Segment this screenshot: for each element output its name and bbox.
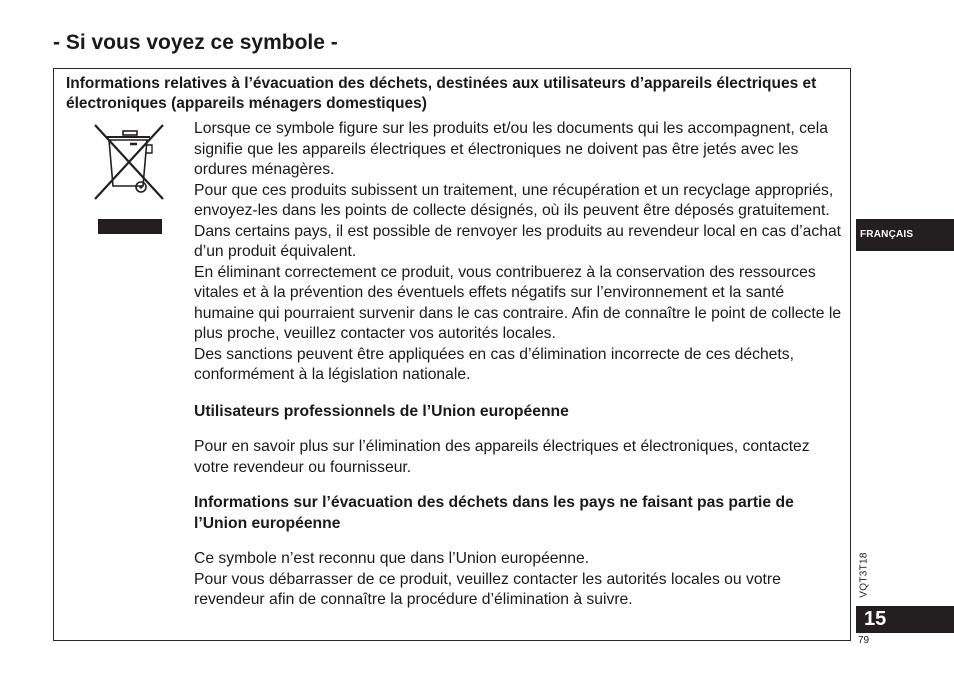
page-title: - Si vous voyez ce symbole - <box>53 31 338 54</box>
language-tab: FRANÇAIS <box>856 219 954 251</box>
disposal-notice-box <box>53 68 851 641</box>
paragraph-collection: Pour que ces produits subissent un traitement, une récupération et un recyclage appropriés, envoyez-les dans les points de collecte désignés, où ils peuvent être déposés gratuitement. Dans certains pays, il est possible de renvoyer les produits au revendeur local en cas d’achat d’un produit équivalent. <box>194 181 842 260</box>
paragraph-symbol-meaning: Lorsque ce symbole figure sur les produits et/ou les documents qui les accompagnent, cela signifie que les appareils électriques et électroniques ne doivent pas être jetés avec les ordures ménagères. <box>194 120 828 178</box>
page-number: 15 <box>856 606 954 633</box>
paragraph-environment: En éliminant correctement ce produit, vous contribuerez à la conservation des ressources vitales et à la prévention des éventuels effets négatifs sur l’environnement et la santé humaine qui pourraient survenir dans le cas contraire. Afin de connaître le point de collecte le plus proche, veuillez contacter vos autorités locales. <box>194 263 842 342</box>
professional-users-heading: Utilisateurs professionnels de l’Union européenne <box>194 402 569 420</box>
paragraph-sanctions: Des sanctions peuvent être appliquées en cas d’élimination incorrecte de ces déchets, conformément à la législation nationale. <box>194 345 794 383</box>
model-code-label: VQT3T18 <box>858 552 870 598</box>
professional-users-text: Pour en savoir plus sur l’élimination des appareils électriques et électroniques, contactez votre revendeur ou fournisseur. <box>194 438 810 476</box>
sub-page-number: 79 <box>858 635 870 646</box>
notice-content <box>194 119 846 611</box>
notice-heading: Informations relatives à l’évacuation des déchets, destinées aux utilisateurs d’appareils électriques et électroniques (appareils ménagers domestiques) <box>66 75 817 112</box>
crossed-out-wheeled-bin-icon <box>90 119 170 239</box>
non-eu-heading: Informations sur l’évacuation des déchets dans les pays ne faisant pas partie de l’Union européenne <box>194 494 794 532</box>
model-code <box>857 548 871 602</box>
non-eu-text-disposal: Pour vous débarrasser de ce produit, veuillez contacter les autorités locales ou votre revendeur afin de connaître la procédure d’élimination à suivre. <box>194 570 781 608</box>
non-eu-text-recognition: Ce symbole n’est reconnu que dans l’Union européenne. <box>194 550 590 567</box>
